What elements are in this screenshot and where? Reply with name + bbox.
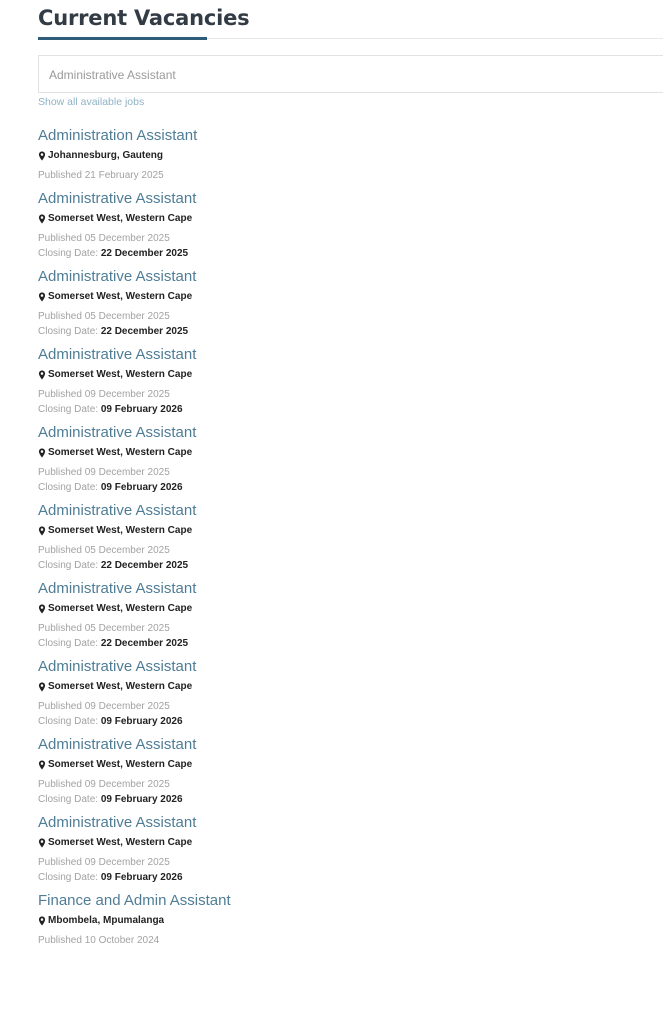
job-title-link[interactable]: Finance and Admin Assistant [38,892,231,909]
published-date: 05 December 2025 [84,545,170,556]
job-list-item [38,658,638,736]
job-location [38,149,638,163]
map-pin-icon [38,448,46,458]
job-location-text: Somerset West, Western Cape [48,447,193,458]
job-title-link[interactable]: Administrative Assistant [38,814,197,831]
job-closing-date [38,402,638,417]
published-date: 10 October 2024 [84,935,160,946]
job-title-link[interactable]: Administrative Assistant [38,736,197,753]
published-date: 05 December 2025 [84,311,170,322]
map-pin-icon [38,526,46,536]
job-location-text: Somerset West, Western Cape [48,603,193,614]
published-label: Published [38,233,82,244]
job-list-item [38,346,638,424]
job-location-text: Somerset West, Western Cape [48,759,193,770]
published-date: 09 December 2025 [84,857,170,868]
published-date: 09 December 2025 [84,779,170,790]
job-title-link[interactable]: Administrative Assistant [38,580,197,597]
closing-label: Closing Date: [38,560,99,571]
published-date: 09 December 2025 [84,701,170,712]
published-label: Published [38,935,82,946]
job-published [38,543,638,558]
show-all-jobs-link[interactable]: Show all available jobs [38,96,145,108]
published-date: 21 February 2025 [84,170,164,181]
job-title-link[interactable]: Administrative Assistant [38,346,197,363]
map-pin-icon [38,760,46,770]
job-published [38,933,638,948]
job-location [38,290,638,304]
job-location [38,914,638,928]
job-closing-date [38,636,638,651]
closing-date: 09 February 2026 [100,872,183,883]
published-date: 09 December 2025 [84,389,170,400]
job-list [38,127,638,955]
job-published [38,699,638,714]
job-location [38,524,638,538]
job-published [38,309,638,324]
job-location-text: Somerset West, Western Cape [48,291,193,302]
job-closing-date [38,558,638,573]
closing-label: Closing Date: [38,872,99,883]
published-date: 09 December 2025 [84,467,170,478]
job-title-link[interactable]: Administrative Assistant [38,424,197,441]
closing-label: Closing Date: [38,482,99,493]
closing-date: 22 December 2025 [100,326,189,337]
job-list-item [38,424,638,502]
job-closing-date [38,246,638,261]
job-closing-date [38,324,638,339]
published-label: Published [38,170,82,181]
job-location [38,368,638,382]
job-location-text: Somerset West, Western Cape [48,525,193,536]
job-published [38,855,638,870]
job-closing-date [38,870,638,885]
job-title-link[interactable]: Administrative Assistant [38,658,197,675]
job-location-text: Somerset West, Western Cape [48,837,193,848]
job-list-item [38,502,638,580]
published-label: Published [38,623,82,634]
page-title: Current Vacancies [38,6,250,30]
closing-label: Closing Date: [38,794,99,805]
job-location [38,212,638,226]
job-published [38,387,638,402]
job-location [38,446,638,460]
closing-label: Closing Date: [38,404,99,415]
job-title-link[interactable]: Administration Assistant [38,127,198,144]
closing-label: Closing Date: [38,638,99,649]
map-pin-icon [38,292,46,302]
job-location-text: Somerset West, Western Cape [48,369,193,380]
job-location-text: Mbombela, Mpumalanga [48,915,165,926]
published-label: Published [38,701,82,712]
closing-label: Closing Date: [38,716,99,727]
job-list-item [38,814,638,892]
map-pin-icon [38,682,46,692]
map-pin-icon [38,604,46,614]
title-accent-underline [38,37,207,40]
job-location-text: Johannesburg, Gauteng [48,150,164,161]
map-pin-icon [38,151,46,161]
published-date: 05 December 2025 [84,233,170,244]
published-date: 05 December 2025 [84,623,170,634]
published-label: Published [38,779,82,790]
closing-date: 09 February 2026 [100,482,183,493]
closing-date: 09 February 2026 [100,404,183,415]
job-published [38,168,638,183]
job-location [38,758,638,772]
job-search-input[interactable]: Administrative Assistant [38,55,663,93]
closing-label: Closing Date: [38,326,99,337]
job-published [38,777,638,792]
published-label: Published [38,311,82,322]
closing-date: 09 February 2026 [100,716,183,727]
job-title-link[interactable]: Administrative Assistant [38,502,197,519]
job-list-item [38,190,638,268]
job-list-item [38,892,638,955]
map-pin-icon [38,370,46,380]
job-list-item [38,268,638,346]
job-title-link[interactable]: Administrative Assistant [38,190,197,207]
job-location [38,836,638,850]
job-closing-date [38,480,638,495]
job-location [38,680,638,694]
closing-date: 22 December 2025 [100,248,189,259]
map-pin-icon [38,916,46,926]
job-location-text: Somerset West, Western Cape [48,213,193,224]
job-closing-date [38,714,638,729]
published-label: Published [38,389,82,400]
job-closing-date [38,792,638,807]
job-title-link[interactable]: Administrative Assistant [38,268,197,285]
job-list-item [38,736,638,814]
job-location-text: Somerset West, Western Cape [48,681,193,692]
map-pin-icon [38,838,46,848]
job-location [38,602,638,616]
closing-date: 22 December 2025 [100,638,189,649]
published-label: Published [38,857,82,868]
map-pin-icon [38,214,46,224]
published-label: Published [38,467,82,478]
job-list-item [38,580,638,658]
published-label: Published [38,545,82,556]
job-list-item [38,127,638,190]
closing-label: Closing Date: [38,248,99,259]
closing-date: 22 December 2025 [100,560,189,571]
job-published [38,231,638,246]
closing-date: 09 February 2026 [100,794,183,805]
job-published [38,621,638,636]
job-published [38,465,638,480]
